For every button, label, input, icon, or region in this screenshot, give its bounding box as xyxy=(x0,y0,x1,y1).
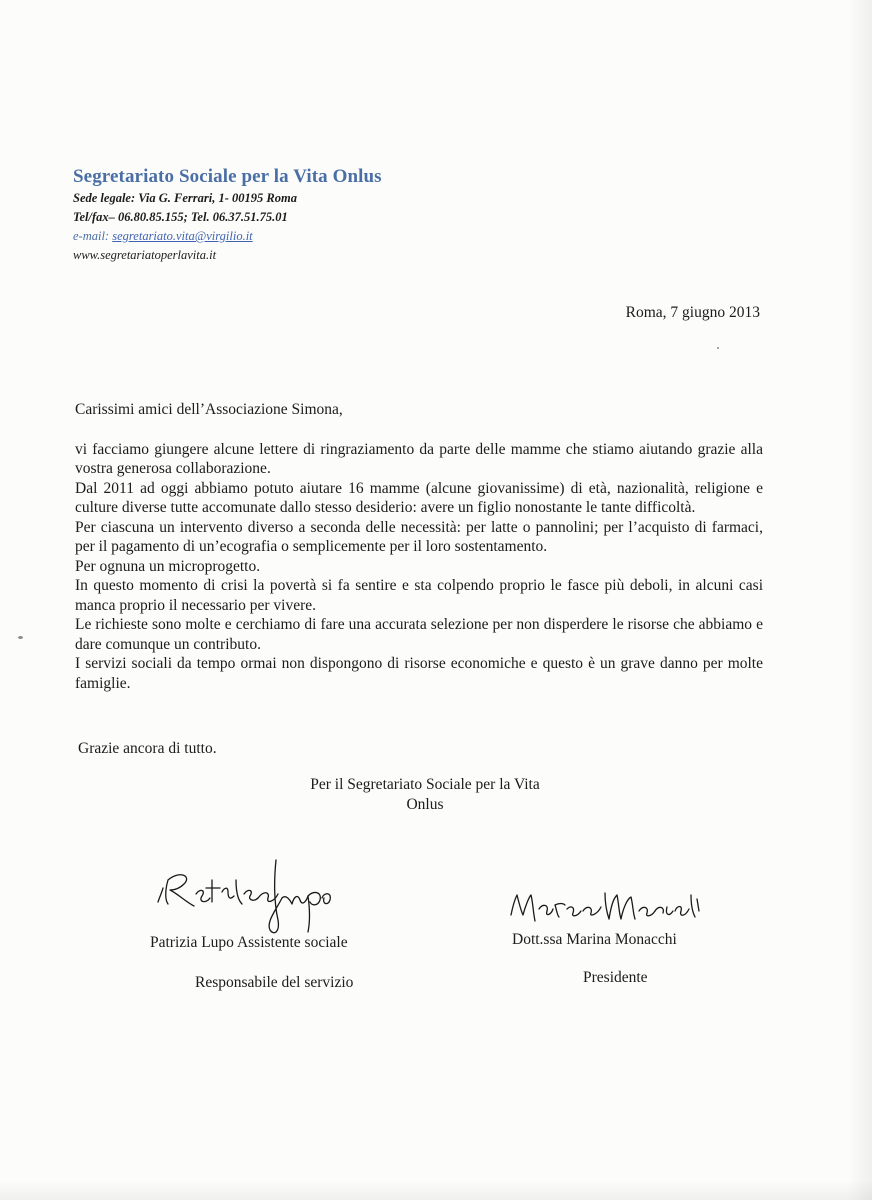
closing-line: Grazie ancora di tutto. xyxy=(78,740,217,757)
signatory-right-name: Dott.ssa Marina Monacchi xyxy=(512,931,677,948)
body-paragraph: vi facciamo giungere alcune lettere di ringraziamento da parte delle mamme che stiamo aiutando grazie alla vostra generosa collaborazione. xyxy=(75,440,763,477)
body-paragraph: I servizi sociali da tempo ormai non dispongono di risorse economiche e questo è un grave danno per molte famiglie. xyxy=(75,655,763,692)
salutation: Carissimi amici dell’Associazione Simona, xyxy=(75,401,343,418)
organization-name: Segretariato Sociale per la Vita Onlus xyxy=(73,166,382,187)
scan-shadow-right xyxy=(848,0,872,1200)
signatory-right-role: Presidente xyxy=(583,969,648,986)
signatory-left-role: Responsabile del servizio xyxy=(195,974,354,991)
letter-date: Roma, 7 giugno 2013 xyxy=(625,304,760,321)
email-link[interactable]: segretariato.vita@virgilio.it xyxy=(112,229,253,243)
letterhead xyxy=(73,165,493,265)
scan-speck xyxy=(717,347,719,349)
website-line: www.segretariatoperlavita.it xyxy=(73,248,217,262)
scan-shadow-bottom xyxy=(0,1180,872,1200)
scan-speck xyxy=(18,636,23,639)
email-label: e-mail: xyxy=(73,229,113,243)
body-paragraph: Dal 2011 ad oggi abbiamo potuto aiutare 16 mamme (alcune giovanissime) di età, nazionalità, religione e culture diverse tutte accomunate dallo stesso desiderio: avere un figlio nonostante le tante difficoltà. xyxy=(75,479,763,516)
signoff-line: Per il Segretariato Sociale per la Vita xyxy=(310,776,540,793)
email-line xyxy=(73,227,493,246)
signature-right xyxy=(505,885,705,927)
signatory-left-name: Patrizia Lupo Assistente sociale xyxy=(150,934,348,951)
address-line: Sede legale: Via G. Ferrari, 1- 00195 Roma xyxy=(73,191,297,205)
signoff xyxy=(280,775,570,815)
letter-body xyxy=(75,400,763,693)
body-paragraph: Le richieste sono molte e cerchiamo di fare una accurata selezione per non disperdere le risorse che abbiamo e dare comunque un contributo. xyxy=(75,616,763,653)
body-paragraph: In questo momento di crisi la povertà si fa sentire e sta colpendo proprio le fasce più deboli, in alcuni casi manca proprio il necessario per vivere. xyxy=(75,577,763,614)
signature-left xyxy=(150,850,340,940)
body-paragraph: Per ognuna un microprogetto. xyxy=(75,557,261,575)
signoff-line: Onlus xyxy=(406,796,444,813)
body-paragraph: Per ciascuna un intervento diverso a seconda delle necessità: per latte o pannolini; per l’acquisto di farmaci, per il pagamento di un’ecografia o semplicemente per il loro sostentamento. xyxy=(75,518,763,555)
phone-line: Tel/fax– 06.80.85.155; Tel. 06.37.51.75.01 xyxy=(73,210,288,224)
